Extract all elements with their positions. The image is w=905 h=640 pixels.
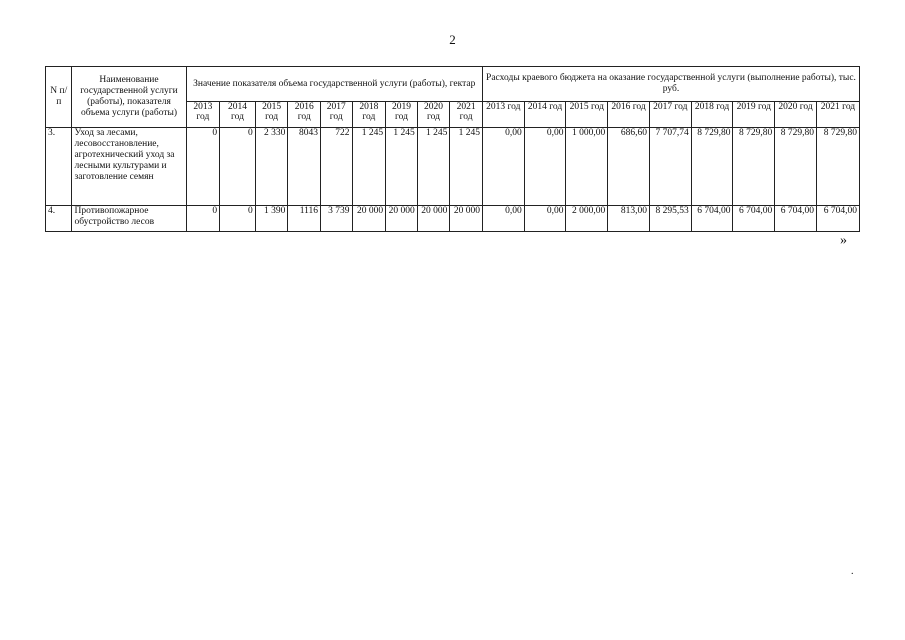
volume-value: 0 xyxy=(186,206,220,232)
expense-value: 0,00 xyxy=(524,206,566,232)
volume-value: 20 000 xyxy=(352,206,386,232)
year-header-volume: 2020 год xyxy=(417,102,450,128)
volume-value: 2 330 xyxy=(255,128,288,206)
year-header-expense: 2018 год xyxy=(691,102,733,128)
year-header-expense: 2021 год xyxy=(816,102,859,128)
expense-value: 6 704,00 xyxy=(775,206,817,232)
expense-value: 8 295,53 xyxy=(649,206,691,232)
expense-value: 2 000,00 xyxy=(566,206,608,232)
year-header-expense: 2019 год xyxy=(733,102,775,128)
year-header-expense: 2020 год xyxy=(775,102,817,128)
volume-value: 1 245 xyxy=(352,128,386,206)
expense-value: 8 729,80 xyxy=(733,128,775,206)
expense-value: 7 707,74 xyxy=(649,128,691,206)
expense-value: 8 729,80 xyxy=(775,128,817,206)
header-name: Наименование государственной услуги (работы), показателя объема услуги (работы) xyxy=(72,67,186,128)
table-row xyxy=(46,128,860,206)
year-header-expense: 2013 год xyxy=(482,102,524,128)
expense-value: 8 729,80 xyxy=(691,128,733,206)
year-header-expense: 2017 год xyxy=(649,102,691,128)
year-header-volume: 2015 год xyxy=(255,102,288,128)
volume-value: 1116 xyxy=(288,206,321,232)
volume-value: 20 000 xyxy=(450,206,483,232)
row-number: 4. xyxy=(46,206,72,232)
volume-value: 1 245 xyxy=(450,128,483,206)
service-name: Противопожарное обустройство лесов xyxy=(72,206,186,232)
expense-value: 6 704,00 xyxy=(816,206,859,232)
expense-value: 813,00 xyxy=(608,206,650,232)
volume-value: 1 245 xyxy=(417,128,450,206)
expense-value: 1 000,00 xyxy=(566,128,608,206)
volume-value: 1 245 xyxy=(386,128,418,206)
year-header-expense: 2014 год xyxy=(524,102,566,128)
volume-value: 20 000 xyxy=(386,206,418,232)
year-header-volume: 2013 год xyxy=(186,102,220,128)
year-header-volume: 2021 год xyxy=(450,102,483,128)
stray-mark: . xyxy=(851,566,854,577)
volume-value: 722 xyxy=(320,128,352,206)
year-header-volume: 2016 год xyxy=(288,102,321,128)
expense-value: 8 729,80 xyxy=(816,128,859,206)
expense-value: 686,60 xyxy=(608,128,650,206)
header-expense-group: Расходы краевого бюджета на оказание государственной услуги (выполнение работы), тыс. руб. xyxy=(482,67,859,102)
row-number: 3. xyxy=(46,128,72,206)
table-row xyxy=(46,206,860,232)
header-num: N п/п xyxy=(46,67,72,128)
year-header-volume: 2014 год xyxy=(220,102,256,128)
volume-value: 0 xyxy=(220,128,256,206)
year-header-volume: 2017 год xyxy=(320,102,352,128)
volume-value: 0 xyxy=(220,206,256,232)
header-volume-group: Значение показателя объема государственной услуги (работы), гектар xyxy=(186,67,482,102)
page-number: 2 xyxy=(449,32,456,47)
year-header-volume: 2018 год xyxy=(352,102,386,128)
closing-quote-mark: » xyxy=(840,233,847,248)
expense-value: 0,00 xyxy=(524,128,566,206)
volume-value: 20 000 xyxy=(417,206,450,232)
expense-value: 0,00 xyxy=(482,128,524,206)
expense-value: 6 704,00 xyxy=(691,206,733,232)
year-header-expense: 2016 год xyxy=(608,102,650,128)
volume-value: 3 739 xyxy=(320,206,352,232)
expense-value: 0,00 xyxy=(482,206,524,232)
service-name: Уход за лесами, лесовосстановление, агротехнический уход за лесными культурами и заготовление семян xyxy=(72,128,186,206)
year-header-volume: 2019 год xyxy=(386,102,418,128)
volume-value: 8043 xyxy=(288,128,321,206)
volume-value: 1 390 xyxy=(255,206,288,232)
expense-value: 6 704,00 xyxy=(733,206,775,232)
services-table xyxy=(45,66,860,232)
volume-value: 0 xyxy=(186,128,220,206)
year-header-expense: 2015 год xyxy=(566,102,608,128)
